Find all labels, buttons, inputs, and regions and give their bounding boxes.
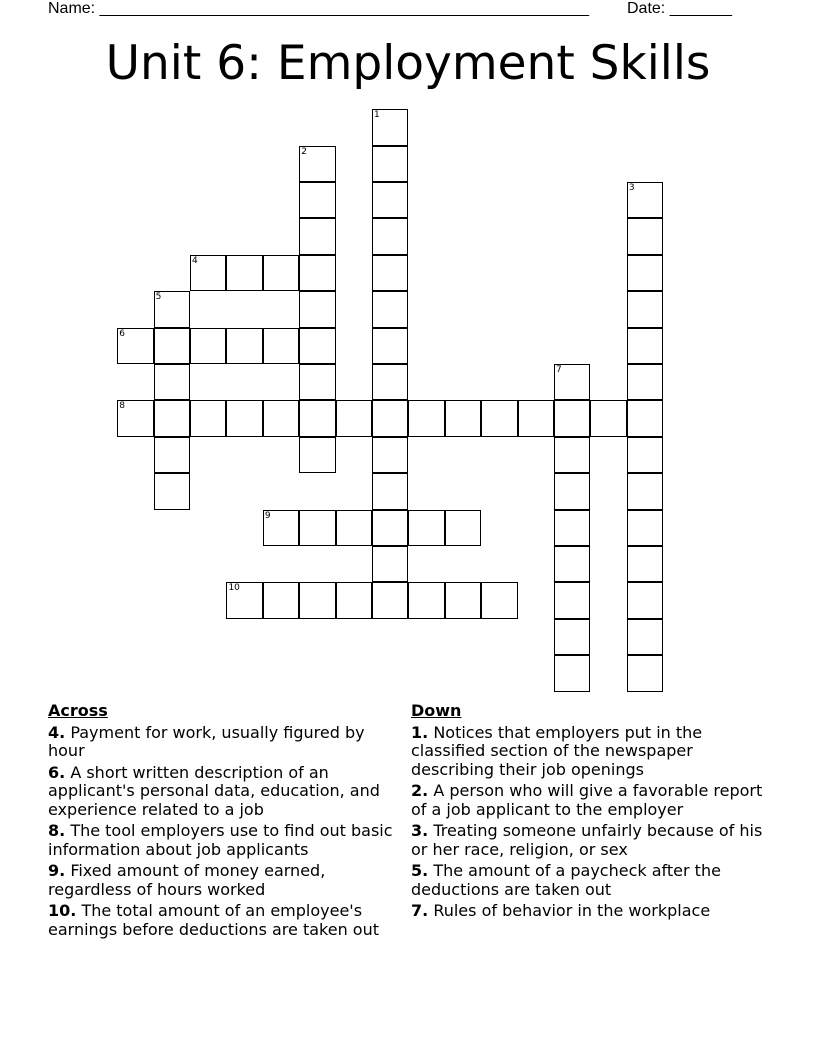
grid-cell[interactable] — [372, 364, 408, 400]
clue-number-label: 7 — [556, 365, 562, 376]
grid-cell[interactable] — [299, 400, 335, 436]
grid-cell[interactable] — [372, 473, 408, 509]
across-clue — [48, 902, 406, 939]
grid-cell[interactable] — [372, 437, 408, 473]
clue-number-label: 6 — [119, 328, 125, 339]
grid-cell[interactable] — [372, 291, 408, 327]
grid-cell[interactable] — [299, 437, 335, 473]
across-clue — [48, 724, 406, 761]
clue-number: 5. — [411, 861, 429, 880]
grid-cell[interactable] — [372, 328, 408, 364]
grid-cell[interactable] — [627, 182, 663, 218]
clue-number-label: 2 — [301, 146, 307, 157]
grid-cell[interactable] — [408, 400, 444, 436]
grid-cell[interactable] — [627, 328, 663, 364]
grid-cell[interactable] — [299, 291, 335, 327]
grid-cell[interactable] — [627, 655, 663, 691]
page-title: Unit 6: Employment Skills — [105, 36, 711, 91]
clue-number-label: 5 — [155, 292, 162, 303]
grid-cell[interactable] — [372, 109, 408, 145]
clue-number-label: 3 — [628, 183, 635, 194]
grid-cell[interactable] — [154, 473, 190, 509]
grid-cell[interactable] — [154, 328, 190, 364]
clue-text: A short written description of an applicant's personal data, education, and experience related to a job — [48, 762, 380, 819]
grid-cell[interactable] — [627, 255, 663, 291]
clue-number: 4. — [48, 722, 66, 742]
across-heading: Across — [48, 701, 108, 720]
clue-number: 9. — [48, 861, 66, 880]
grid-cell[interactable] — [263, 255, 299, 291]
grid-cell[interactable] — [590, 400, 626, 436]
clue-number: 2. — [411, 781, 429, 800]
grid-cell[interactable] — [299, 328, 335, 364]
clue-number-label: 1 — [374, 110, 380, 121]
grid-cell[interactable] — [445, 510, 481, 546]
grid-cell[interactable] — [154, 437, 190, 473]
grid-cell[interactable] — [627, 364, 663, 400]
grid-cell[interactable] — [372, 510, 408, 546]
clue-number-label: 10 — [228, 583, 240, 594]
grid-cell[interactable] — [299, 582, 335, 618]
name-line: Name: _______________________________________________________ — [48, 0, 589, 17]
grid-cell[interactable] — [154, 400, 190, 436]
down-clue — [411, 724, 773, 780]
grid-cell[interactable] — [299, 364, 335, 400]
clue-text: Payment for work, usually figured by hour — [48, 722, 365, 760]
grid-cell[interactable] — [445, 582, 481, 618]
across-clue — [48, 862, 406, 899]
grid-cell[interactable] — [299, 182, 335, 218]
grid-cell[interactable] — [336, 582, 372, 618]
grid-cell[interactable] — [408, 510, 444, 546]
clue-text: The tool employers use to find out basic information about job applicants — [48, 821, 393, 859]
clue-number: 1. — [411, 722, 429, 742]
grid-cell[interactable] — [481, 400, 517, 436]
grid-cell[interactable] — [554, 510, 590, 546]
down-heading: Down — [411, 701, 462, 720]
grid-cell[interactable] — [190, 255, 226, 291]
grid-cell[interactable] — [372, 218, 408, 254]
grid-cell[interactable] — [117, 328, 153, 364]
down-clue — [411, 822, 773, 859]
clue-text: The amount of a paycheck after the deductions are taken out — [411, 861, 721, 899]
grid-cell[interactable] — [554, 619, 590, 655]
clue-text: A person who will give a favorable report of a job applicant to the employer — [411, 781, 763, 819]
grid-cell[interactable] — [299, 218, 335, 254]
clue-number-label: 8 — [119, 401, 125, 412]
down-clues — [411, 702, 773, 924]
grid-cell[interactable] — [372, 546, 408, 582]
grid-cell[interactable] — [554, 582, 590, 618]
clue-text: The total amount of an employee's earnings before deductions are taken out — [48, 901, 379, 939]
grid-cell[interactable] — [372, 255, 408, 291]
grid-cell[interactable] — [372, 400, 408, 436]
grid-cell[interactable] — [190, 400, 226, 436]
down-clue — [411, 902, 773, 921]
clue-number-label: 9 — [264, 510, 271, 521]
clue-number: 3. — [411, 821, 429, 840]
grid-cell[interactable] — [627, 473, 663, 509]
grid-cell[interactable] — [627, 218, 663, 254]
grid-cell[interactable] — [190, 328, 226, 364]
grid-cell[interactable] — [554, 437, 590, 473]
grid-cell[interactable] — [554, 655, 590, 691]
across-clue — [48, 822, 406, 859]
grid-cell[interactable] — [627, 437, 663, 473]
down-clue — [411, 782, 773, 819]
grid-cell[interactable] — [408, 582, 444, 618]
grid-cell[interactable] — [372, 182, 408, 218]
grid-cell[interactable] — [226, 400, 262, 436]
grid-cell[interactable] — [299, 510, 335, 546]
grid-cell[interactable] — [154, 364, 190, 400]
grid-cell[interactable] — [554, 473, 590, 509]
grid-cell[interactable] — [372, 582, 408, 618]
grid-cell[interactable] — [554, 546, 590, 582]
grid-cell[interactable] — [445, 400, 481, 436]
down-clue — [411, 862, 773, 899]
clue-number: 8. — [48, 821, 66, 840]
clue-number: 10. — [48, 901, 77, 920]
grid-cell[interactable] — [481, 582, 517, 618]
grid-cell[interactable] — [627, 546, 663, 582]
grid-cell[interactable] — [117, 400, 153, 436]
clue-number: 7. — [411, 901, 429, 920]
grid-cell[interactable] — [554, 400, 590, 436]
grid-cell[interactable] — [372, 146, 408, 182]
clue-text: Fixed amount of money earned, regardless of hours worked — [48, 861, 326, 899]
grid-cell[interactable] — [627, 582, 663, 618]
clue-text: Notices that employers put in the classified section of the newspaper describing their job openings — [411, 722, 703, 779]
clue-number-label: 4 — [192, 255, 198, 266]
grid-cell[interactable] — [299, 146, 335, 182]
grid-cell[interactable] — [627, 619, 663, 655]
grid-cell[interactable] — [263, 510, 299, 546]
across-clue — [48, 764, 406, 820]
clue-text: Treating someone unfairly because of his or her race, religion, or sex — [411, 821, 763, 859]
grid-cell[interactable] — [336, 510, 372, 546]
clue-number: 6. — [48, 762, 66, 782]
grid-cell[interactable] — [299, 255, 335, 291]
grid-cell[interactable] — [263, 400, 299, 436]
date-line: Date: _______ — [627, 0, 732, 17]
grid-cell[interactable] — [627, 291, 663, 327]
grid-cell[interactable] — [263, 328, 299, 364]
grid-cell[interactable] — [627, 510, 663, 546]
grid-cell[interactable] — [226, 582, 262, 618]
across-clues — [48, 702, 406, 942]
grid-cell[interactable] — [554, 364, 590, 400]
grid-cell[interactable] — [336, 400, 372, 436]
grid-cell[interactable] — [154, 291, 190, 327]
clue-text: Rules of behavior in the workplace — [433, 901, 711, 920]
grid-cell[interactable] — [226, 328, 262, 364]
grid-cell[interactable] — [627, 400, 663, 436]
grid-cell[interactable] — [518, 400, 554, 436]
grid-cell[interactable] — [226, 255, 262, 291]
grid-cell[interactable] — [263, 582, 299, 618]
